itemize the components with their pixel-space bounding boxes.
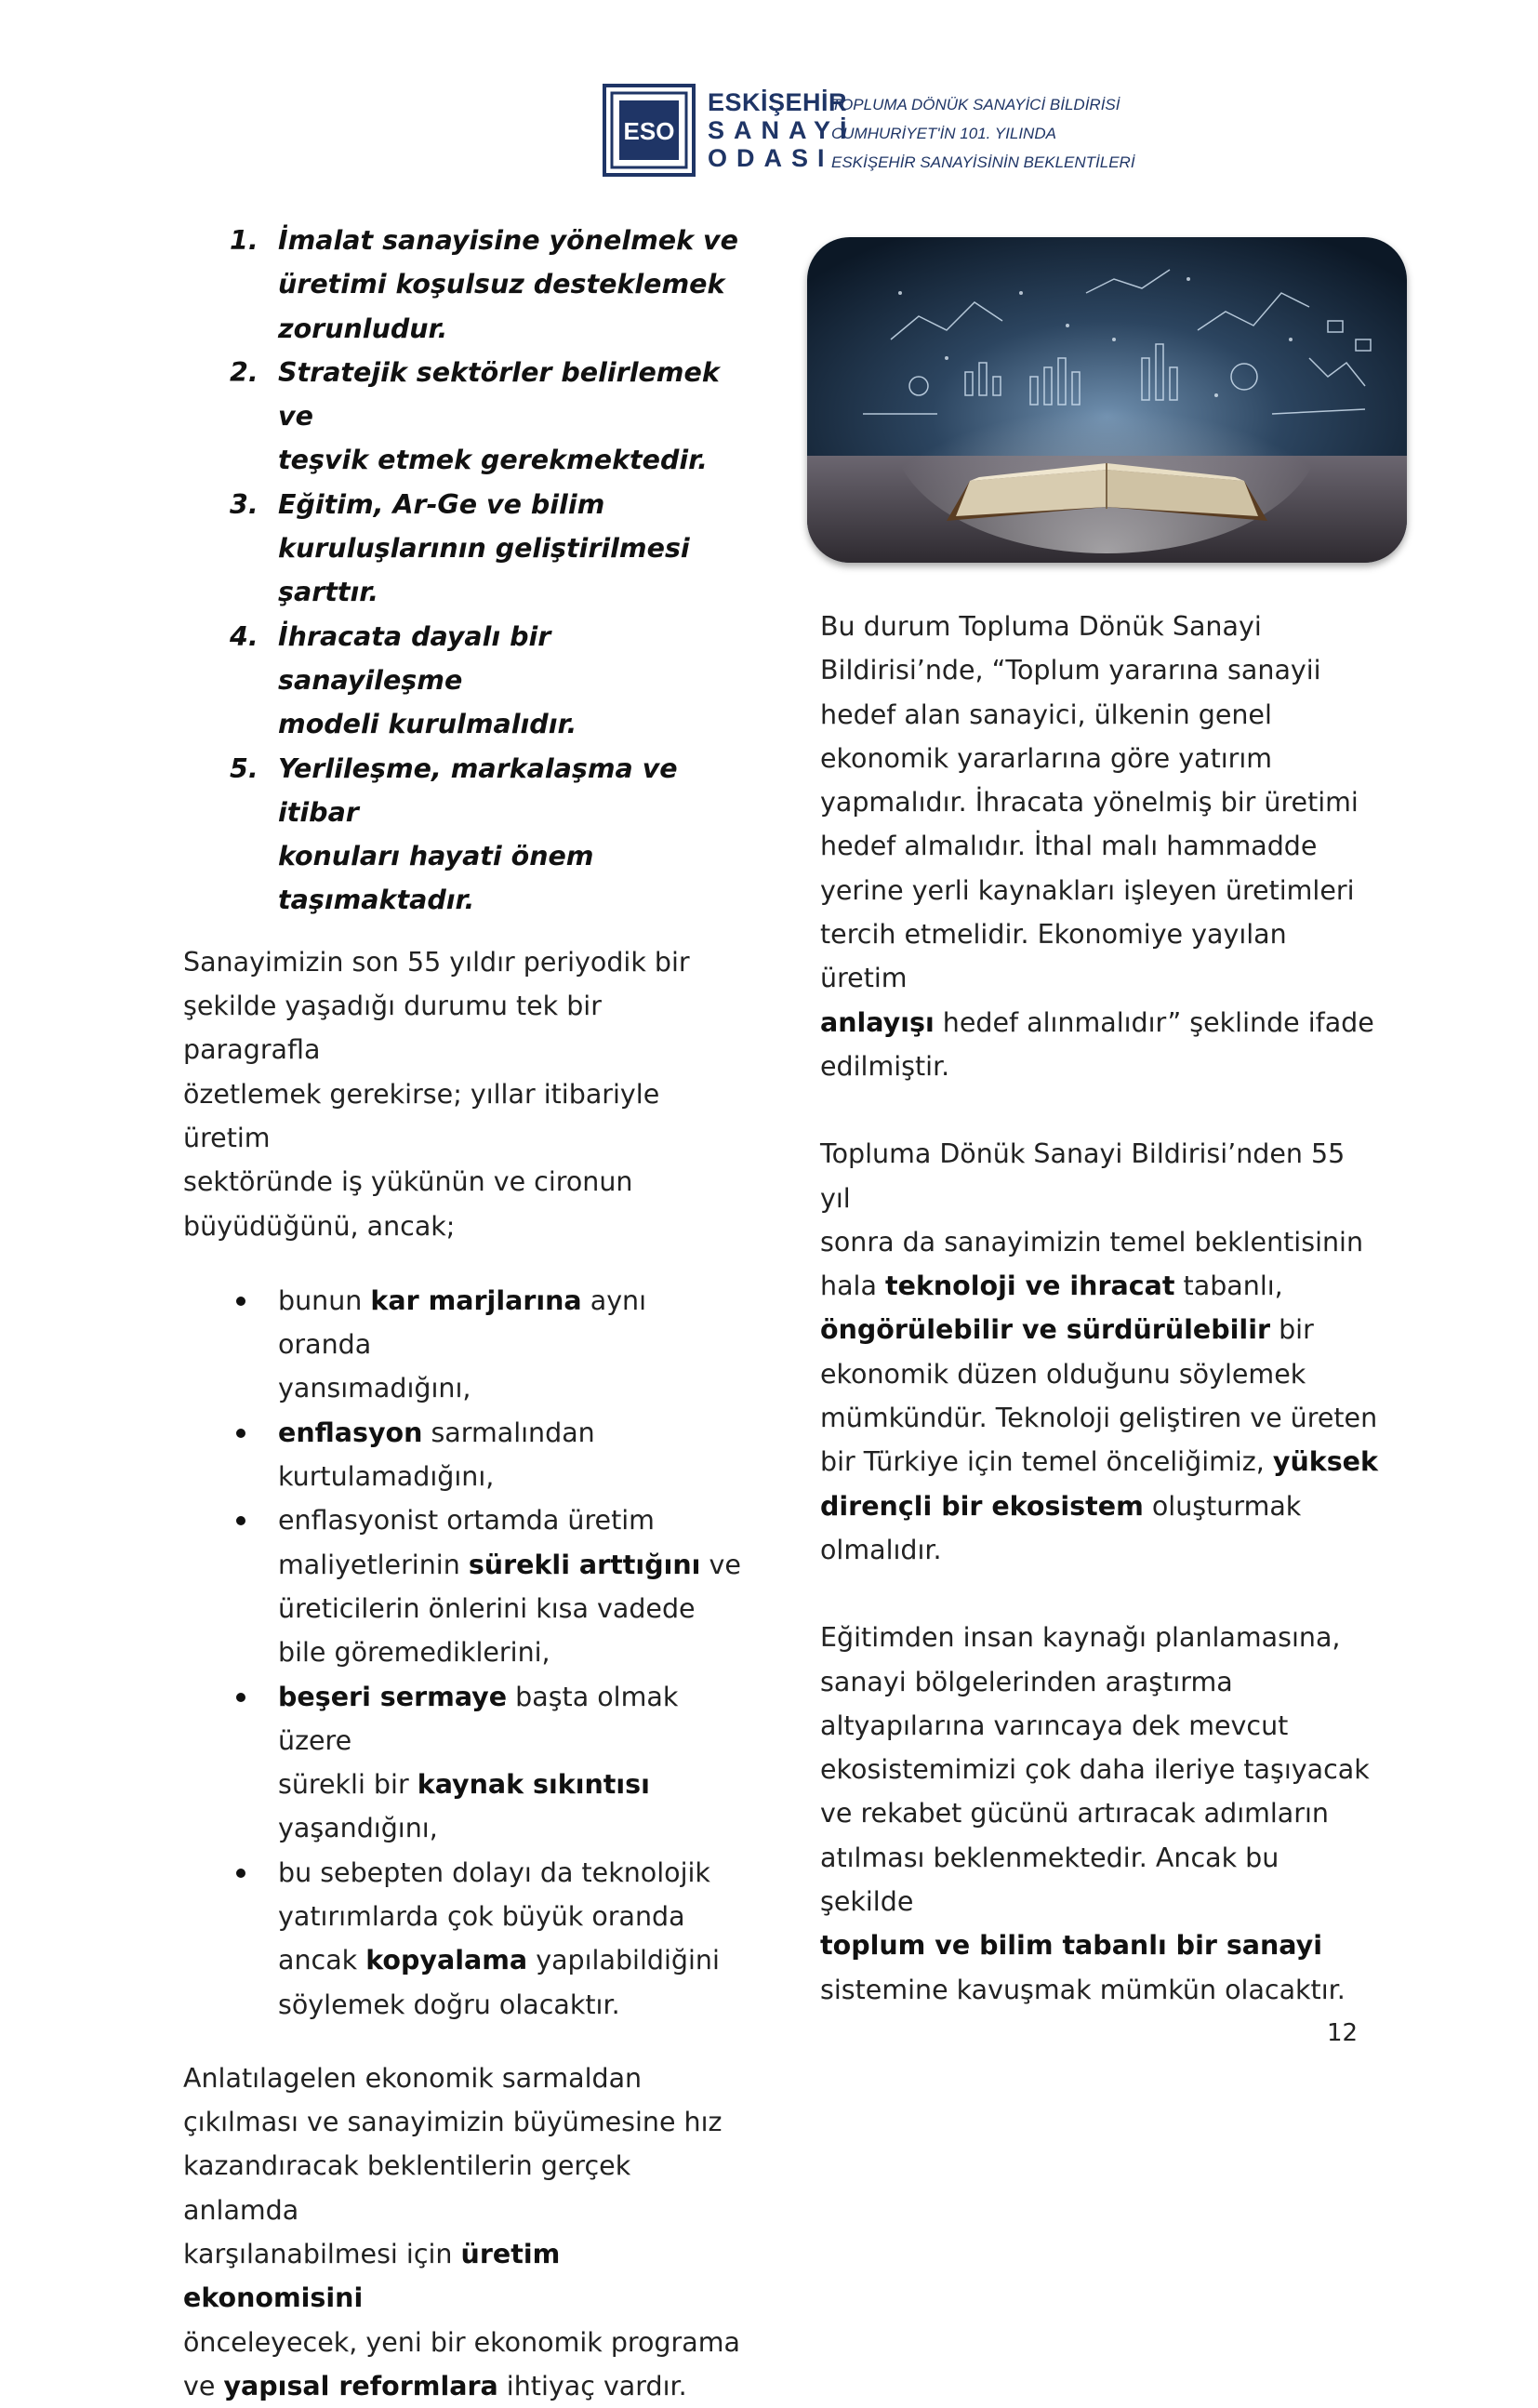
closing-paragraph: Anlatılagelen ekonomik sarmaldan çıkılması ve sanayimizin büyümesine hız kazandıracak beklentilerin gerçek anlamda karşılanabilmesi için üretim ekonomisini önceleyecek, yeni bir ekonomik programa ve yapısal reformlara ihtiyaç vardır. <box>183 2062 740 2401</box>
eso-logo-icon <box>603 84 696 177</box>
bullet-icon <box>236 1297 245 1306</box>
list-item: enflasyonist ortamda üretim maliyetlerinin sürekli arttığını ve üreticilerin önlerini kısa vadede bile göremediklerini, <box>183 1498 741 1674</box>
header-subtitle-line: TOPLUMA DÖNÜK SANAYİCİ BİLDİRİSİ <box>831 96 1120 113</box>
open-book-illustration <box>807 237 1407 563</box>
header-subtitle-line: CUMHURİYET'İN 101. YILINDA <box>831 125 1056 142</box>
bildiri-quote-paragraph: Bu durum Topluma Dönük Sanayi Bildirisi’nde, “Toplum yararına sanayii hedef alan sanayici, ülkenin genel ekonomik yararlarına göre yatırım yapmalıdır. İhracata yönelmiş bir üretimi hedef almalıdır. İthal malı hammadde yerine yerli kaynakları işleyen üretimleri tercih etmelidir. Ekonomiye yayılan üretim anlayışı hedef alınmalıdır” şeklinde ifade edilmiştir. <box>820 611 1374 1082</box>
logo-line-2: SANAYİ <box>708 116 856 144</box>
list-item: enflasyon sarmalından kurtulamadığını, <box>183 1411 741 1499</box>
right-column <box>820 605 1378 2012</box>
bullet-icon <box>236 1429 245 1438</box>
header-subtitle-line: ESKİŞEHİR SANAYİSİNİN BEKLENTİLERİ <box>831 153 1135 171</box>
list-item: beşeri sermaye başta olmak üzere sürekli bir kaynak sıkıntısı yaşandığını, <box>183 1675 741 1851</box>
ecosystem-paragraph: Eğitimden insan kaynağı planlamasına, sanayi bölgelerinden araştırma altyapılarına varıncaya dek mevcut ekosistemimizi çok daha ileriye taşıyacak ve rekabet gücünü artıracak adımların atılması beklenmektedir. Ancak bu şekilde toplum ve bilim tabanlı bir sanayi sistemine kavuşmak mümkün olacaktır. <box>820 1622 1370 2005</box>
logo-wordmark <box>708 88 856 172</box>
list-item: 3. Eğitim, Ar-Ge ve bilim kuruluşlarının geliştirilmesi şarttır. <box>230 488 690 608</box>
list-item: 5. Yerlileşme, markalaşma ve itibar konuları hayati önem taşımaktadır. <box>230 752 678 916</box>
open-book-icon <box>807 237 1407 563</box>
expectation-paragraph: Topluma Dönük Sanayi Bildirisi’nden 55 yıl sonra da sanayimizin temel beklentisinin hala teknoloji ve ihracat tabanlı, öngörülebilir ve sürdürülebilir bir ekonomik düzen olduğunu söylemek mümkündür. Teknoloji geliştiren ve üreten bir Türkiye için temel önceliğimiz, yüksek dirençli bir ekosistem oluşturmak olmalıdır. <box>820 1138 1378 1565</box>
bullet-icon <box>236 1516 245 1525</box>
list-item: 1. İmalat sanayisine yönelmek ve üretimi koşulsuz desteklemek zorunludur. <box>230 225 738 344</box>
logo-line-1: ESKİŞEHİR <box>708 88 848 116</box>
list-item: bu sebepten dolayı da teknolojik yatırımlarda çok büyük oranda ancak kopyalama yapılabildiğini söylemek doğru olacaktır. <box>183 1851 741 2027</box>
list-item: 2. Stratejik sektörler belirlemek ve teşvik etmek gerekmektedir. <box>230 356 720 476</box>
expectations-numbered-list <box>183 219 741 923</box>
logo-abbr: ESO <box>623 117 675 145</box>
bullet-icon <box>236 1693 245 1702</box>
left-column <box>183 219 741 2408</box>
page-number: 12 <box>1327 2019 1359 2047</box>
bullet-icon <box>236 1869 245 1878</box>
page-header <box>603 81 1253 183</box>
logo-line-3: ODASI <box>708 144 834 172</box>
findings-bullet-list <box>183 1279 741 2027</box>
header-subtitle <box>831 90 1135 177</box>
intro-paragraph: Sanayimizin son 55 yıldır periyodik bir şekilde yaşadığı durumu tek bir paragrafla özetlemek gerekirse; yıllar itibariyle üretim sektöründe iş yükünün ve cironun büyüdüğünü, ancak; <box>183 946 690 1242</box>
list-item: bunun kar marjlarına aynı oranda yansımadığını, <box>183 1279 741 1411</box>
list-item: 4. İhracata dayalı bir sanayileşme modeli kurulmalıdır. <box>230 620 577 740</box>
